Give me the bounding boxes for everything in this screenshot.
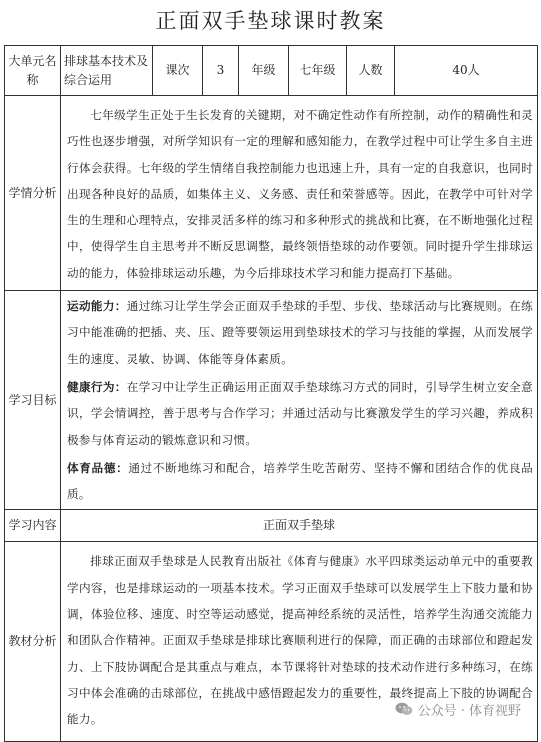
- material-analysis-label: 教材分析: [5, 542, 61, 742]
- student-analysis-cell: [61, 96, 538, 291]
- session-label: 课次: [153, 46, 203, 96]
- lesson-plan-table: [4, 45, 538, 742]
- goal-health-behavior: [67, 374, 533, 453]
- material-analysis-text: 排球正面双手垫球是人民教育出版社《体育与健康》水平四球类运动单元中的重要教学内容，也是排球运动的一项基本技术。学习正面双手垫球可以发展学生上下肢力量和协调，体验位移、速度、时空等运动感觉，提高神经系统的灵活性，培养学生沟通交流能力和团队合作精神。正面双手垫球是排球比赛顺利进行的保障，而正确的击球部位和蹬起发力、上下肢协调配合是其重点与难点，本节课将针对垫球的技术动作进行多种练习，在练习中体会准确的击球部位，在挑战中感悟蹬起发力的重要性，最终提高上下肢的协调配合能力。: [67, 554, 533, 727]
- learning-content-label: 学习内容: [5, 510, 61, 542]
- goal-text: 通过不断地练习和配合，培养学生吃苦耐劳、坚持不懈和团结合作的优良品质。: [67, 460, 533, 502]
- student-analysis-label: 学情分析: [5, 96, 61, 291]
- goal-text: 通过练习让学生学会正面双手垫球的手型、步伐、垫球活动与比赛规则。在练习中能准确的把插、夹、压、蹬等要领运用到垫球技术的学习与技能的掌握，从而发展学生的速度、灵敏、协调、体能等身体素质。: [67, 299, 533, 366]
- goal-sports-ethics: [67, 455, 533, 508]
- grade-value: 七年级: [289, 46, 347, 96]
- learning-goals-row: [5, 291, 538, 510]
- session-value: 3: [203, 46, 239, 96]
- learning-goals-cell: [61, 291, 538, 510]
- learning-content-row: [5, 510, 538, 542]
- goal-title: 运动能力：: [67, 299, 127, 314]
- grade-label: 年级: [239, 46, 289, 96]
- goal-text: 在学习中让学生正确运用正面双手垫球练习方式的同时，引导学生树立安全意识，学会情调控，善于思考与合作学习；并通过活动与比赛激发学生的学习兴趣，养成积极参与体育运动的锻炼意识和习惯。: [67, 379, 533, 447]
- student-count-label: 人数: [347, 46, 395, 96]
- wechat-icon: [395, 702, 413, 716]
- watermark: [395, 699, 521, 719]
- learning-goals-label: 学习目标: [5, 291, 61, 510]
- learning-content-value: 正面双手垫球: [61, 510, 538, 542]
- goal-motor-ability: [67, 293, 533, 372]
- watermark-text: 公众号 · 体育视野: [417, 703, 521, 719]
- header-row: [5, 46, 538, 96]
- student-analysis-text: 七年级学生正处于生长发育的关键期，对不确定性动作有所控制，动作的精确性和灵巧性也逐步增强，对所学知识有一定的理解和感知能力，在教学过程中可让学生多自主进行体会获得。七年级的学生情绪自我控制能力也迅速上升，具有一定的自我意识，也同时出现各种良好的品质，如集体主义、义务感、责任和荣誉感等。因此，在教学中可针对学生的生理和心理特点，安排灵活多样的练习和多种形式的挑战和比赛，在不断地强化过程中，使得学生自主思考并不断反思调整，最终领悟垫球的动作要领。同时提升学生排球运动的能力，体验排球运动乐趣，为今后排球技术学习和能力提高打下基础。: [67, 108, 533, 280]
- student-count-value: 40人: [395, 46, 538, 96]
- goal-title: 体育品德：: [67, 460, 129, 475]
- student-analysis-row: [5, 96, 538, 291]
- goal-title: 健康行为：: [67, 379, 127, 394]
- page-title: 正面双手垫球课时教案: [155, 9, 386, 33]
- unit-name-label: 大单元名称: [5, 46, 61, 96]
- unit-name-value: 排球基本技术及综合运用: [61, 46, 153, 96]
